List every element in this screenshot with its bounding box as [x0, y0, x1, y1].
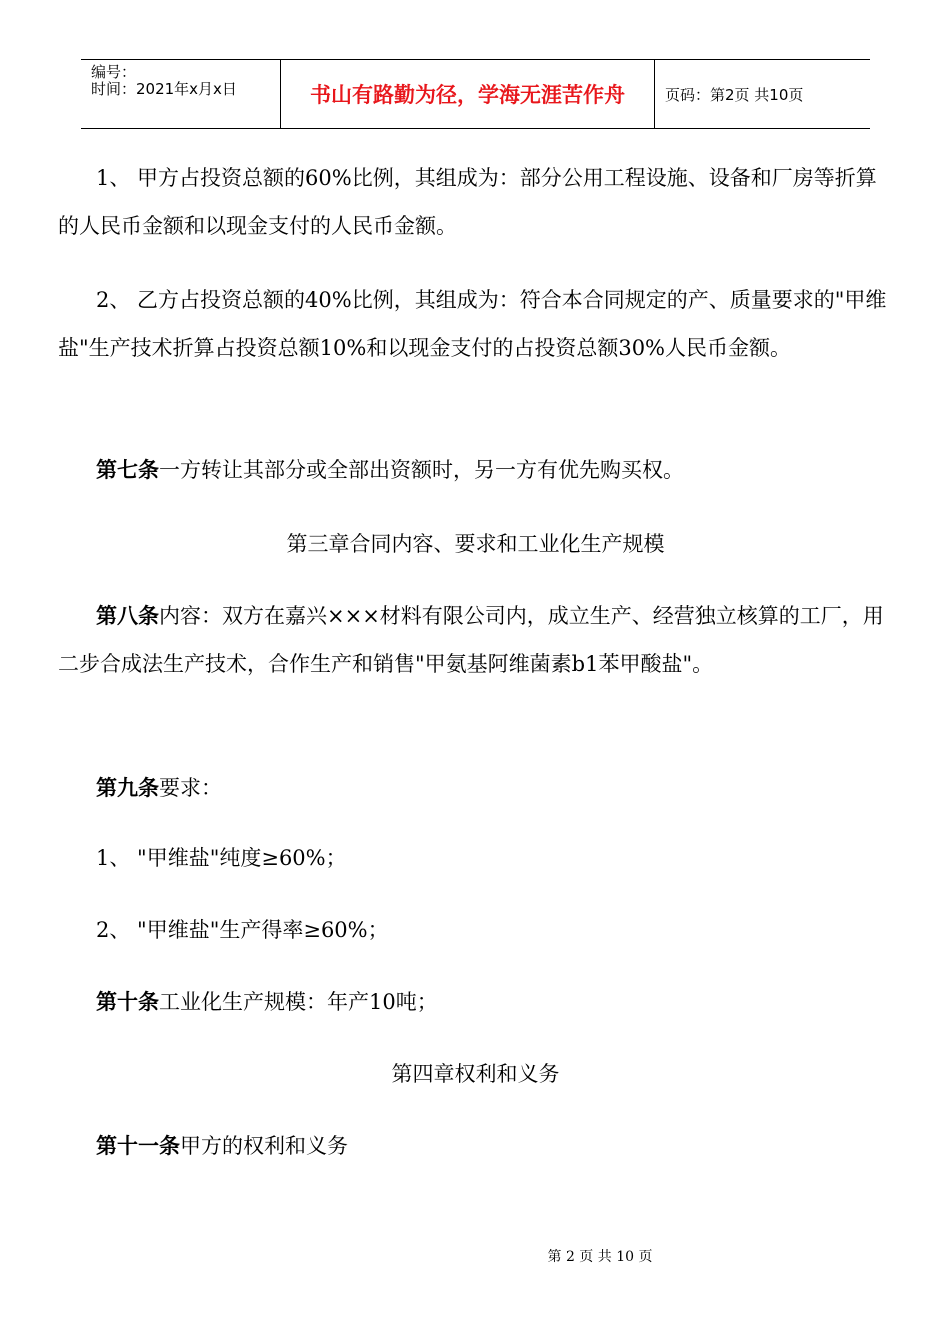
- article-11-text: 甲方的权利和义务: [180, 1134, 348, 1158]
- document-number: 编号：: [91, 63, 137, 81]
- page-header: [81, 59, 870, 129]
- article-7: [58, 446, 893, 494]
- footer-page-number: 第 2 页 共 10 页: [547, 1249, 653, 1265]
- article-9-label: 第九条: [96, 775, 159, 800]
- article-11: [58, 1122, 893, 1170]
- document-date: 时间：2021年x月x日: [91, 80, 237, 98]
- chapter-4-heading: 第四章权利和义务: [391, 1062, 560, 1086]
- article-7-label: 第七条: [96, 457, 159, 482]
- article-9-text: 要求：: [159, 776, 222, 800]
- article-10: [58, 978, 893, 1026]
- header-page-number: 页码：第2页 共10页: [665, 85, 804, 104]
- article-10-text: 工业化生产规模：年产10吨；: [159, 990, 438, 1014]
- article-8-text: 内容：双方在嘉兴×××材料有限公司内，成立生产、经营独立核算的工厂，用二步合成法生产技术，合作生产和销售"甲氨基阿维菌素b1苯甲酸盐"。: [58, 604, 884, 676]
- article-10-label: 第十条: [96, 989, 159, 1014]
- paragraph-party-b-share: 2、 乙方占投资总额的40%比例，其组成为：符合本合同规定的产、质量要求的"甲维盐"生产技术折算占投资总额10%和以现金支付的占投资总额30%人民币金额。: [58, 288, 887, 360]
- article-7-text: 一方转让其部分或全部出资额时，另一方有优先购买权。: [159, 458, 684, 482]
- requirement-yield: 2、 "甲维盐"生产得率≥60%；: [96, 918, 389, 942]
- paragraph-party-a-share: 1、 甲方占投资总额的60%比例，其组成为：部分公用工程设施、设备和厂房等折算的人民币金额和以现金支付的人民币金额。: [58, 166, 877, 238]
- header-meta: [81, 60, 281, 128]
- article-11-label: 第十一条: [96, 1133, 180, 1158]
- article-8-label: 第八条: [96, 603, 159, 628]
- requirement-purity: 1、 "甲维盐"纯度≥60%；: [96, 846, 347, 870]
- article-9: [58, 764, 893, 812]
- header-motto: 书山有路勤为径，学海无涯苦作舟: [281, 60, 655, 128]
- page-footer: [0, 1246, 950, 1266]
- article-8: [58, 592, 893, 688]
- chapter-3-heading: 第三章合同内容、要求和工业化生产规模: [286, 532, 665, 556]
